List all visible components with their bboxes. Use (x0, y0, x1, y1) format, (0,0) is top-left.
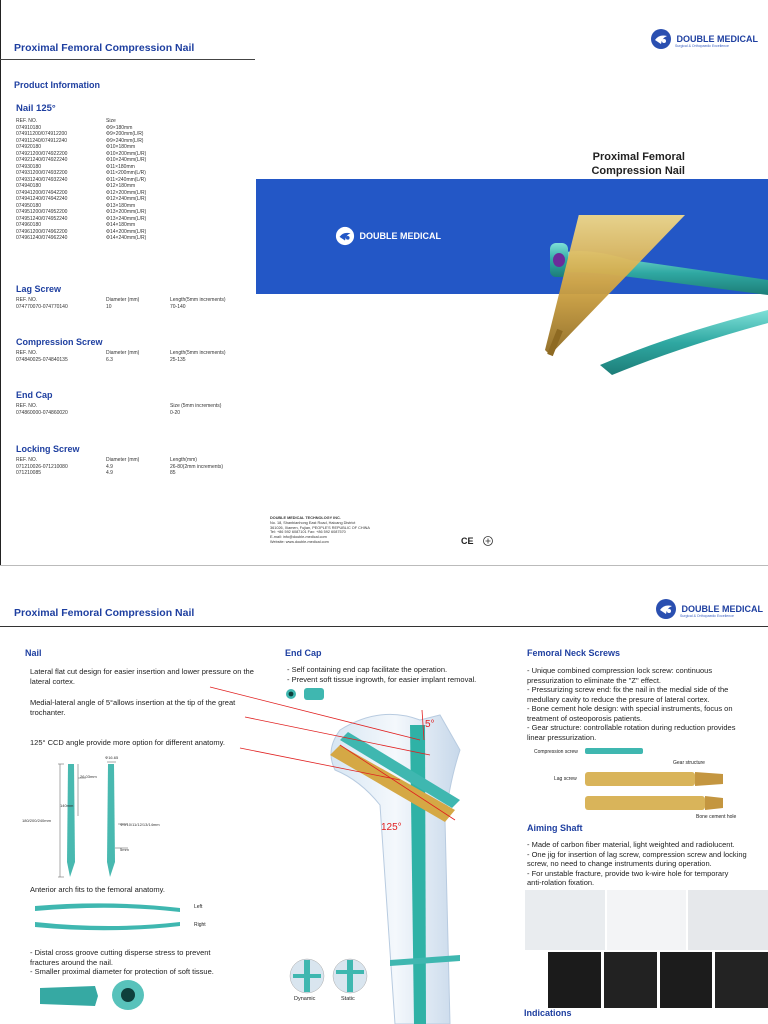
comp-ref: 074840025-074840135 (16, 356, 68, 363)
neck-line-2: - Pressurizing screw end: fix the nail in the medial side of the (527, 685, 729, 694)
compression-screw-illustration (585, 746, 645, 756)
lag-screw-illustration (585, 770, 725, 812)
product-info-heading: Product Information (14, 80, 100, 90)
nail-size: Φ12×240mm(L/R) (106, 196, 147, 202)
groove-line-2: - Smaller proximal diameter for protection of soft tissue. (30, 967, 214, 976)
nail-size: Φ11×180mm (106, 163, 135, 170)
locking-table (16, 457, 270, 477)
xray-4 (715, 952, 768, 1008)
lock-dia-2: 4.9 (106, 470, 113, 476)
static-detail-icon (332, 958, 368, 994)
company-tel: Tel: +86 592 6087101 Fax: +86 592 6087570 (270, 530, 346, 535)
nail-bullet-3: 125° CCD angle provide more option for different anatomy. (30, 738, 225, 747)
angle-125-label: 125° (381, 822, 402, 833)
arch-text: Anterior arch fits to the femoral anatomy. (30, 885, 165, 894)
nail-ref: 074961240/074962240 (16, 235, 68, 241)
nail-ref: 074931240/074932240 (16, 176, 68, 183)
company-address-2: 361026, Xiamen, Fujian, PEOPLE'S REPUBLIC OF CHINA (270, 525, 370, 530)
lock-ref-1: 071210026-071210080 (16, 463, 68, 470)
nail-size: Φ10×240mm(L/R) (106, 157, 147, 163)
dim-26: 26.03mm (80, 774, 97, 779)
nail-table-row (16, 235, 146, 242)
aiming-photo-1 (525, 890, 605, 950)
neck-line-1: - Unique combined compression lock screw: continuous (527, 666, 713, 675)
endcap-heading: End Cap (16, 390, 53, 400)
nail-size: Φ9×200mm(L/R) (106, 131, 144, 137)
nail-size: Φ10×200mm(L/R) (106, 150, 147, 157)
nail-heading: Nail 125° (16, 103, 56, 114)
nail-size: Φ14×180mm (106, 222, 136, 228)
nail-bullet-2: Medial-lateral angle of 5°allows insertion at the tip of the great trochanter. (30, 698, 236, 717)
neck-line-3: - Bone cement hole design: with special instruments, focus on (527, 704, 733, 713)
lock-ref-2: 071210085 (16, 470, 42, 476)
nail-ref: 074940180 (16, 183, 42, 189)
dynamic-label: Dynamic (294, 996, 316, 1002)
lag-h-ref: REF. NO. (16, 297, 38, 303)
comp-dia: 6.3 (106, 356, 113, 363)
company-info (270, 516, 370, 545)
lag-len: 70-140 (170, 303, 186, 310)
endcap-bullet-1: - Self containing end cap facilitate the operation. (287, 665, 448, 674)
cover-title (560, 150, 685, 178)
lag-dia: 10 (106, 303, 112, 310)
nail-col-ref: REF. NO. (16, 118, 38, 124)
dim-length: 180/200/240mm (22, 818, 51, 823)
indications-heading: Indications (524, 1008, 572, 1018)
nail-rows (16, 125, 146, 242)
company-address-1: No. 18, Shanbianhong East Road, Haicang District (270, 520, 356, 525)
aiming-photo-3 (688, 890, 768, 950)
lag-screw-label: Lag screw (554, 776, 577, 782)
page2-title: Proximal Femoral Compression Nail (14, 607, 195, 619)
lag-h-len: Length(5mm increments) (170, 297, 226, 303)
nail-size: Φ13×240mm(L/R) (106, 215, 147, 222)
nail-col-size: Size (106, 118, 116, 124)
nail-ref: 074960180 (16, 222, 42, 228)
neck-line-3b: treatment of osteoporosis patients. (527, 713, 643, 723)
nail-size: Φ12×200mm(L/R) (106, 189, 147, 196)
page-2 (0, 580, 768, 1024)
nail-ref: 074941240/074942240 (16, 196, 68, 202)
nail-section-heading: Nail (25, 648, 42, 658)
endcap-bullet-2: - Prevent soft tissue ingrowth, for easier implant removal. (287, 675, 477, 684)
lock-h-dia: Diameter (mm) (106, 457, 140, 463)
cap-h-ref: REF. NO. (16, 403, 38, 409)
compression-table (16, 350, 270, 363)
cap-h-size: Size (5mm increments) (170, 403, 222, 409)
xray-2 (604, 952, 657, 1008)
left-label: Left (194, 904, 203, 910)
lag-heading: Lag Screw (16, 284, 62, 294)
brand-logo-top (650, 28, 758, 48)
aiming-line-3b: anti-rolation fixation. (527, 878, 595, 887)
angle-5-label: 5° (425, 719, 435, 730)
aiming-line-2b: screw, no need to change instruments during operation. (527, 859, 712, 868)
locking-heading: Locking Screw (16, 444, 80, 454)
comp-len: 25-135 (170, 356, 186, 363)
page2-brand-name: DOUBLE MEDICAL (681, 604, 763, 614)
nail-size: Φ13×180mm (106, 202, 136, 209)
brand-name: DOUBLE MEDICAL (676, 34, 758, 44)
gear-label: Gear structure (673, 760, 705, 766)
nail-size: Φ9×180mm (106, 124, 133, 131)
page2-brand-tagline: Surgical & Orthopaedic Excellence (680, 614, 734, 618)
page-title: Proximal Femoral Compression Nail (14, 42, 195, 54)
lag-table (16, 297, 270, 310)
dim-phi: Φ16.65 (105, 755, 119, 760)
lock-dia-1: 4.9 (106, 463, 113, 470)
company-email: E-mail: info@double-medical.com (270, 535, 327, 540)
endcap-section-heading: End Cap (285, 648, 322, 658)
xray-3 (660, 952, 713, 1008)
company-name: DOUBLE MEDICAL TECHNOLOGY INC. (270, 516, 341, 520)
nail-ref: 074910180 (16, 124, 42, 131)
aiming-line-3: - For unstable fracture, provide two k-wire hole for temporary (527, 868, 729, 878)
cap-blank (106, 410, 170, 417)
nail-ref: 074951240/074952240 (16, 215, 68, 222)
groove-line-1: - Distal cross groove cutting disperse stress to prevent (30, 948, 211, 957)
lock-h-ref: REF. NO. (16, 457, 38, 463)
ce-mark: CE (461, 536, 474, 546)
neck-line-2b: medullary cavity to reduce the presure of lateral cortex. (527, 694, 710, 704)
cover-brand-logo (335, 226, 441, 246)
dynamic-detail-icon (289, 958, 325, 994)
nail-ref: 074921240/074922240 (16, 157, 68, 163)
nail-size: Φ10×180mm (106, 144, 136, 150)
xray-strip (548, 952, 768, 1008)
nail-table (16, 118, 146, 242)
neck-screws-heading: Femoral Neck Screws (527, 648, 621, 658)
groove-line-1b: fractures around the nail. (30, 957, 113, 967)
certification-icon (482, 535, 494, 547)
dim-5mm: 5mm (120, 847, 129, 852)
comp-h-len: Length(5mm increments) (170, 350, 226, 356)
compression-screw-label: Compression screw (534, 749, 578, 755)
nail-size: Φ12×180mm (106, 183, 136, 189)
aiming-shaft-heading: Aiming Shaft (527, 823, 583, 833)
nail-bullet-1: Lateral flat cut design for easier insertion and lower pressure on the lateral cortex. (30, 667, 254, 686)
cover-title-line1: Proximal Femoral (592, 151, 685, 163)
nail-size: Φ14×240mm(L/R) (106, 235, 147, 241)
comp-h-ref: REF. NO. (16, 350, 38, 356)
cover-implant-illustration (520, 215, 768, 375)
lag-ref: 074770070-074770140 (16, 303, 68, 310)
nail-size: Φ14×200mm(L/R) (106, 228, 147, 235)
lock-len-2: 85 (170, 470, 176, 476)
neck-line-1b: pressurization to eliminate the "Z" effect. (527, 675, 662, 685)
cap-ref: 074860000-074860020 (16, 409, 68, 416)
brand-tagline: Surgical & Orthopaedic Excellence (675, 44, 729, 48)
right-label: Right (194, 922, 206, 928)
company-website: Website: www.double-medical.com (270, 539, 329, 544)
nail-size: Φ11×200mm(L/R) (106, 170, 146, 176)
cover-title-line2: Compression Nail (591, 165, 685, 177)
neck-line-4b: linear pressurization. (527, 732, 597, 742)
xray-1 (548, 952, 601, 1008)
lock-h-len: Length(mm) (170, 457, 197, 463)
nail-ref: 074930180 (16, 163, 42, 170)
nail-ref: 074961200/074962200 (16, 228, 68, 235)
bone-cement-label: Bone cement hole (696, 814, 737, 820)
nail-ref: 074950180 (16, 202, 42, 209)
dim-diameter: Φ9/10/11/12/13/14mm (120, 822, 160, 827)
double-medical-logo-icon (650, 28, 672, 50)
page-edge (0, 0, 1, 565)
aiming-line-2: - One jig for insertion of lag screw, compression screw and locking (527, 849, 747, 859)
static-label: Static (341, 996, 355, 1002)
cover-brand-name: DOUBLE MEDICAL (359, 231, 441, 241)
nail-size: Φ13×200mm(L/R) (106, 209, 147, 215)
nail-ref: 074931200/074932200 (16, 170, 68, 176)
nail-ref: 074951200/074952200 (16, 209, 68, 215)
title-rule (0, 59, 255, 60)
compression-heading: Compression Screw (16, 337, 103, 347)
neck-line-4: - Gear structure: controllable rotation during reduction provides (527, 723, 736, 732)
double-medical-logo-white-icon (335, 226, 355, 246)
cap-size: 0-20 (170, 409, 181, 416)
aiming-line-1: - Made of carbon fiber material, light weighted and radiolucent. (527, 840, 735, 849)
nail-ref: 074941200/074942200 (16, 189, 68, 196)
nail-ref: 074920180 (16, 144, 42, 150)
comp-h-dia: Diameter (mm) (106, 350, 140, 356)
endcap-table (16, 403, 270, 416)
nail-ref: 074921200/074922200 (16, 150, 68, 157)
neck-screws-text (527, 666, 735, 742)
dim-140: 140mm (60, 803, 74, 808)
nail-ref: 074911200/074912200 (16, 131, 68, 137)
aiming-photo-2 (607, 890, 687, 950)
aiming-photo-strip (525, 890, 768, 950)
lock-len-1: 26-80(2mm increments) (170, 463, 224, 470)
nail-size: Φ11×240mm(L/R) (106, 176, 146, 183)
aiming-shaft-text (527, 840, 747, 888)
nail-ref: 074911240/074912240 (16, 137, 68, 144)
nail-size: Φ9×240mm(L/R) (106, 137, 144, 144)
lag-h-dia: Diameter (mm) (106, 297, 140, 303)
